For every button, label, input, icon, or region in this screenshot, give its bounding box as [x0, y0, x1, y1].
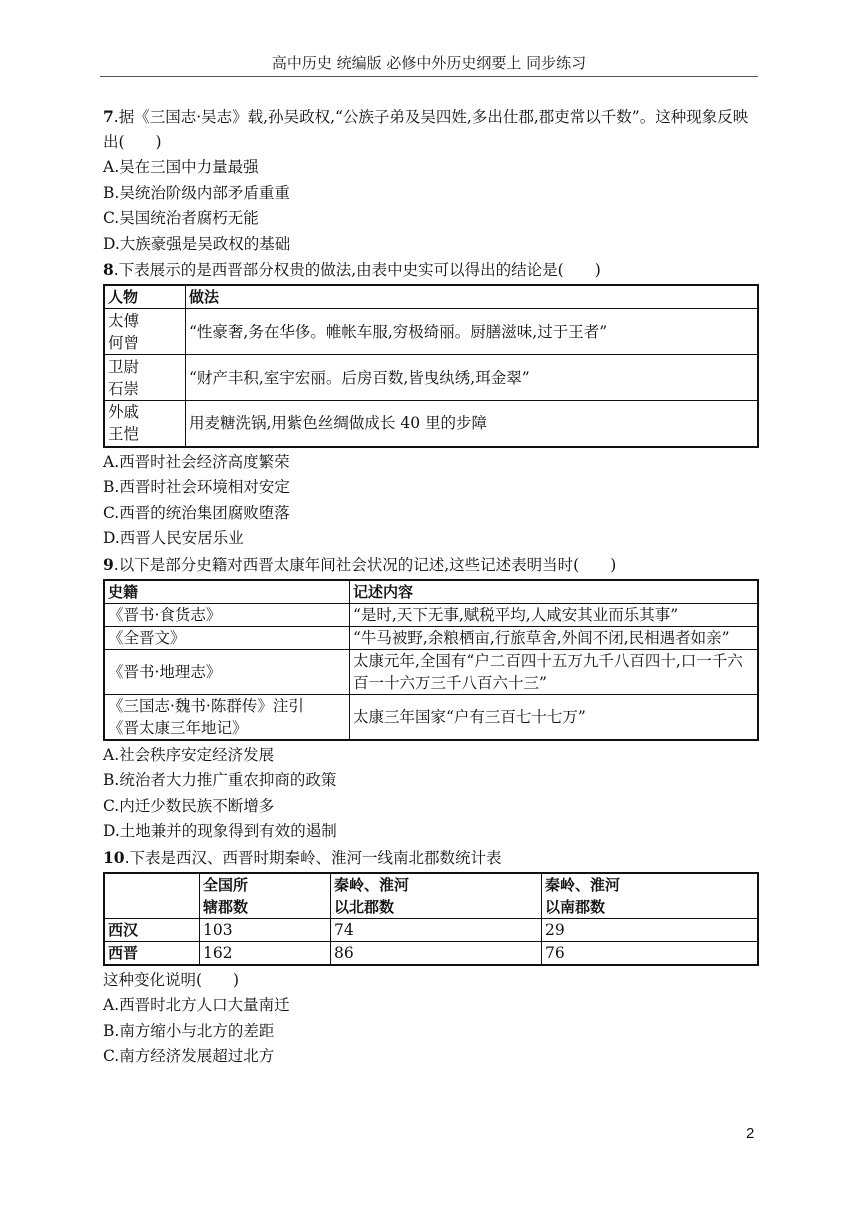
cell-text: 秦岭、淮河 以南郡数: [545, 875, 621, 916]
page-header: 高中历史 统编版 必修中外历史纲要上 同步练习: [271, 54, 587, 72]
option-a: A.西晋时北方人口大量南迁: [103, 996, 290, 1014]
option-c: C.西晋的统治集团腐败堕落: [103, 503, 290, 522]
table-header-south: [542, 873, 759, 919]
table-row: [104, 694, 758, 740]
question-9-stem: [103, 552, 759, 578]
table-row: [104, 649, 758, 694]
table-cell-total: 162: [200, 941, 331, 965]
cell-text: 全国所 辖郡数: [203, 875, 249, 916]
option-a: A.吴在三国中力量最强: [103, 158, 259, 176]
table-cell-practice: “财产丰积,室宇宏丽。后房百数,皆曳纨绣,珥金翠”: [186, 355, 759, 401]
table-header-empty: [104, 873, 200, 919]
table-row: [104, 309, 758, 355]
question-text: .据《三国志·吴志》载,孙吴政权,“公族子弟及吴四姓,多出仕郡,郡吏常以千数”。这种现象反映出( ): [103, 108, 749, 151]
option-b: B.南方缩小与北方的差距: [103, 1021, 275, 1040]
question-content: [103, 104, 759, 1070]
table-row: [104, 626, 758, 649]
question-number: 10: [103, 847, 125, 867]
question-number: 7: [103, 107, 114, 126]
table-row: [104, 401, 758, 447]
option-d: D.西晋人民安居乐业: [103, 529, 244, 547]
option-c: C.内迁少数民族不断增多: [103, 796, 275, 815]
table-header-total: [200, 873, 331, 919]
table-cell-dynasty: 西汉: [104, 918, 200, 941]
question-text: .以下是部分史籍对西晋太康年间社会状况的记述,这些记述表明当时( ): [113, 555, 617, 574]
table-header-person: 人物: [104, 285, 186, 309]
option-d: D.土地兼并的现象得到有效的遏制: [103, 822, 337, 840]
question-10-stem: [103, 845, 759, 871]
option-b: B.西晋时社会环境相对安定: [103, 478, 290, 496]
cell-text: 秦岭、淮河 以北郡数: [334, 875, 410, 916]
question-10-tail: 这种变化说明( ): [103, 970, 240, 989]
option-a: A.西晋时社会经济高度繁荣: [103, 452, 290, 471]
table-cell-person: [104, 401, 186, 447]
table-cell-content: “牛马被野,余粮栖亩,行旅草舍,外闾不闭,民相遇者如亲”: [350, 626, 759, 649]
question-7-stem: [103, 104, 759, 155]
table-row: [104, 603, 758, 626]
question-number: 9: [103, 554, 114, 574]
option-c: C.吴国统治者腐朽无能: [103, 209, 259, 227]
option-a: A.社会秩序安定经济发展: [103, 745, 275, 764]
table-cell-source: [104, 694, 350, 740]
table-header-practice: 做法: [186, 285, 759, 309]
table-cell-person: [104, 355, 186, 401]
table-cell-total: 103: [200, 918, 331, 941]
question-text: .下表是西汉、西晋时期秦岭、淮河一线南北郡数统计表: [124, 848, 502, 867]
table-cell-practice: 用麦糖洗锅,用紫色丝绸做成长 40 里的步障: [186, 401, 759, 447]
table-cell-content: 太康三年国家“户有三百七十七万”: [350, 694, 759, 740]
header-divider: [100, 76, 758, 77]
nobles-practice-table: [103, 284, 759, 448]
prefecture-count-table: [103, 872, 759, 966]
question-number: 8: [103, 260, 114, 279]
table-cell-north: 86: [331, 941, 542, 965]
cell-text: 外戚 王恺: [108, 403, 140, 444]
table-cell-south: 29: [542, 918, 759, 941]
table-row: [104, 941, 758, 965]
table-cell-south: 76: [542, 941, 759, 965]
table-cell-content: “是时,天下无事,赋税平均,人咸安其业而乐其事”: [350, 603, 759, 626]
table-cell-content: 太康元年,全国有“户二百四十五万九千八百四十,口一千六百一十六万三千八百六十三”: [350, 649, 759, 694]
records-table: [103, 579, 759, 741]
table-cell-north: 74: [331, 918, 542, 941]
option-d: D.大族豪强是吴政权的基础: [103, 234, 291, 253]
cell-text: 卫尉 石崇: [108, 357, 140, 398]
table-cell-practice: “性豪奢,务在华侈。帷帐车服,穷极绮丽。厨膳滋味,过于王者”: [186, 309, 759, 355]
cell-text: 太傅 何曾: [108, 311, 140, 352]
cell-text: 《三国志·魏书·陈群传》注引 《晋太康三年地记》: [108, 696, 304, 737]
table-row: [104, 918, 758, 941]
question-text: .下表展示的是西晋部分权贵的做法,由表中史实可以得出的结论是( ): [113, 261, 601, 279]
table-header-north: [331, 873, 542, 919]
question-8-stem: [103, 257, 759, 283]
table-header-content: 记述内容: [350, 580, 759, 604]
option-c: C.南方经济发展超过北方: [103, 1047, 275, 1065]
table-cell-source: 《全晋文》: [104, 626, 350, 649]
option-b: B.统治者大力推广重农抑商的政策: [103, 771, 337, 789]
page-number: 2: [746, 1125, 755, 1142]
option-b: B.吴统治阶级内部矛盾重重: [103, 183, 290, 202]
table-cell-source: 《晋书·食货志》: [104, 603, 350, 626]
table-header-source: 史籍: [104, 580, 350, 604]
table-row: [104, 355, 758, 401]
table-cell-dynasty: 西晋: [104, 941, 200, 965]
table-cell-person: [104, 309, 186, 355]
table-cell-source: 《晋书·地理志》: [104, 649, 350, 694]
